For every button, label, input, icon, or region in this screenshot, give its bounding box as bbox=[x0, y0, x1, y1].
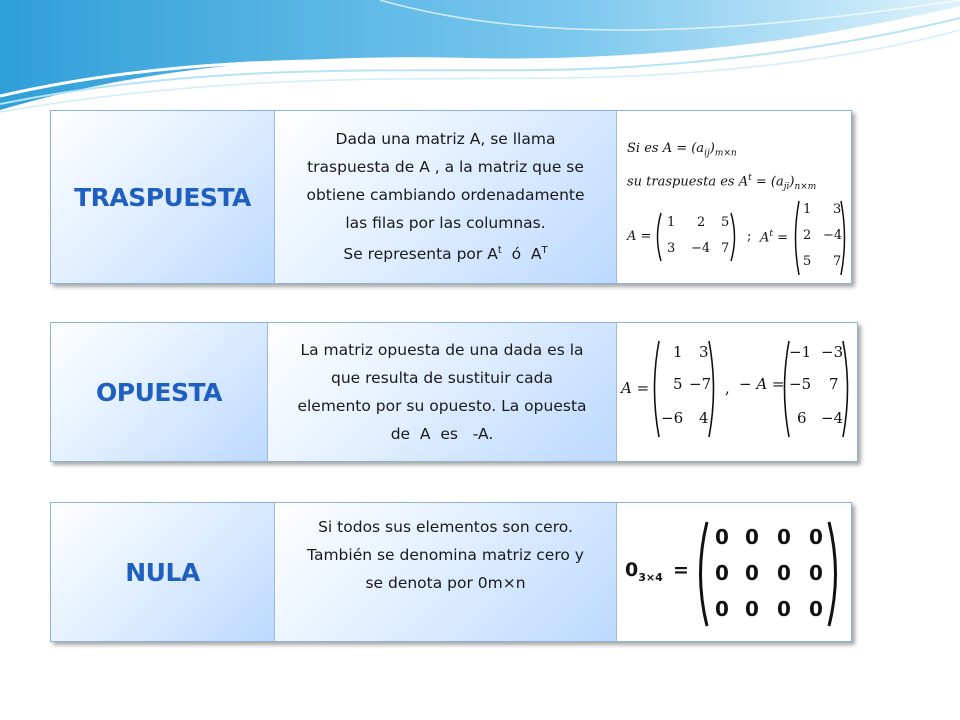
zero-matrix-label: $0_{3\times 4}$ bbox=[625, 559, 663, 584]
description-line: Se representa por $A^t$ ó $A^T$ bbox=[343, 245, 548, 264]
matrix-cell: 0 bbox=[715, 561, 729, 585]
matrix-cell: 0 bbox=[809, 597, 823, 621]
matrix-cell: 3 bbox=[699, 343, 709, 361]
matrix-cell: −3 bbox=[821, 343, 844, 361]
description-line: traspuesta de A , a la matriz que se bbox=[307, 158, 584, 177]
cell-formula bbox=[617, 111, 851, 283]
matrix-A-label: A = bbox=[627, 229, 652, 244]
description-line: obtiene cambiando ordenadamente bbox=[306, 186, 585, 205]
separator-comma: , bbox=[725, 379, 730, 397]
matrix-cell: 0 bbox=[745, 525, 759, 549]
matrix-cell: 7 bbox=[721, 241, 730, 256]
matrix-cell: −1 bbox=[789, 343, 812, 361]
row-opuesta bbox=[50, 322, 858, 462]
row-title: NULA bbox=[125, 557, 200, 587]
equals-sign: = bbox=[673, 559, 689, 581]
matrix-At-label: $A^t$ = bbox=[760, 229, 789, 246]
formula-line-2: su traspuesta es $A^t = (a_{ji})_{n\times m}$ bbox=[627, 173, 817, 192]
matrix-cell: 0 bbox=[715, 525, 729, 549]
description-line: También se denomina matriz cero y bbox=[307, 546, 584, 564]
matrix-cell: 4 bbox=[699, 409, 709, 427]
matrix-cell: 3 bbox=[833, 202, 842, 217]
cell-formula bbox=[617, 323, 857, 461]
matrix-cell: 7 bbox=[833, 254, 842, 269]
matrix-negA-label: − A = bbox=[739, 375, 785, 393]
cell-title bbox=[51, 503, 275, 641]
matrix-cell: 0 bbox=[745, 561, 759, 585]
description-text bbox=[297, 336, 586, 448]
description-line: Si todos sus elementos son cero. bbox=[318, 518, 573, 536]
formula-line-1: Si es $A = (a_{ij})_{m\times n}$ bbox=[627, 141, 737, 159]
cell-title bbox=[51, 323, 268, 461]
description-line: elemento por su opuesto. La opuesta bbox=[297, 397, 587, 415]
matrix-cell: 3 bbox=[667, 241, 676, 256]
header-wave-decoration bbox=[0, 0, 960, 120]
description-text bbox=[306, 125, 584, 268]
row-nula bbox=[50, 502, 852, 642]
matrix-cell: 7 bbox=[829, 375, 839, 393]
matrix-cell: 1 bbox=[673, 343, 683, 361]
matrix-cell: 2 bbox=[697, 215, 706, 230]
matrix-cell: −7 bbox=[689, 375, 712, 393]
description-line: las filas por las columnas. bbox=[345, 214, 546, 233]
description-line: de A es -A. bbox=[390, 425, 494, 443]
matrix-cell: 1 bbox=[667, 215, 676, 230]
matrix-cell: 1 bbox=[803, 202, 812, 217]
matrix-cell: −4 bbox=[821, 409, 844, 427]
matrix-cell: 0 bbox=[745, 597, 759, 621]
row-traspuesta bbox=[50, 110, 852, 284]
row-title: TRASPUESTA bbox=[74, 182, 251, 212]
matrix-cell: −5 bbox=[789, 375, 812, 393]
matrix-cell: 0 bbox=[777, 597, 791, 621]
row-title: OPUESTA bbox=[96, 377, 222, 407]
cell-description bbox=[275, 111, 617, 283]
description-line: Dada una matriz A, se llama bbox=[335, 130, 556, 149]
matrix-cell: −4 bbox=[691, 241, 711, 256]
matrix-cell: 6 bbox=[797, 409, 807, 427]
matrix-cell: 5 bbox=[803, 254, 812, 269]
matrix-cell: 0 bbox=[777, 561, 791, 585]
cell-description bbox=[275, 503, 617, 641]
matrix-cell: 2 bbox=[803, 228, 812, 243]
matrix-cell: 5 bbox=[673, 375, 683, 393]
cell-formula bbox=[617, 503, 851, 641]
matrix-cell: 0 bbox=[777, 525, 791, 549]
description-text bbox=[307, 513, 584, 597]
cell-description bbox=[268, 323, 617, 461]
description-line: que resulta de sustituir cada bbox=[331, 369, 553, 387]
matrix-cell: 0 bbox=[809, 525, 823, 549]
matrix-cell: 0 bbox=[809, 561, 823, 585]
matrix-A-label: A = bbox=[621, 379, 650, 397]
matrix-cell: −4 bbox=[823, 228, 843, 243]
separator-semicolon: ; bbox=[747, 229, 752, 244]
matrix-cell: −6 bbox=[661, 409, 684, 427]
cell-title bbox=[51, 111, 275, 283]
matrix-cell: 0 bbox=[715, 597, 729, 621]
description-line: se denota por 0m×n bbox=[365, 574, 526, 592]
description-line: La matriz opuesta de una dada es la bbox=[300, 341, 584, 359]
matrix-cell: 5 bbox=[721, 215, 730, 230]
